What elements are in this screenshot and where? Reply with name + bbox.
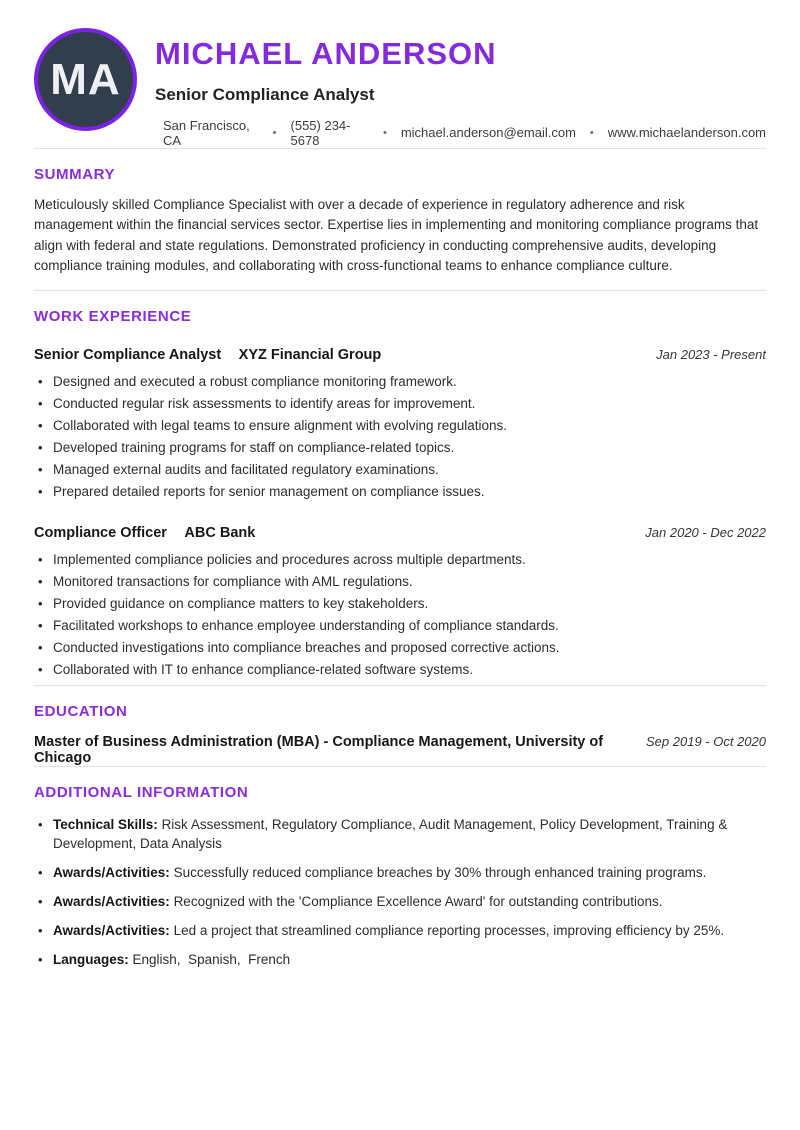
info-item	[34, 921, 760, 940]
job-bullet: • Conducted regular risk assessments to identify areas for improvement.	[34, 397, 766, 411]
job-bullet: • Implemented compliance policies and procedures across multiple departments.	[34, 553, 766, 567]
resume-header	[34, 28, 766, 148]
education-section	[34, 703, 766, 766]
info-item-label: Awards/Activities:	[53, 893, 170, 909]
job-bullet: • Prepared detailed reports for senior management on compliance issues.	[34, 485, 766, 499]
job-header	[34, 524, 766, 542]
person-name: MICHAEL ANDERSON	[155, 36, 497, 71]
contact-location: San Francisco, CA	[163, 117, 250, 148]
job-bullet: • Provided guidance on compliance matters to key stakeholders.	[34, 597, 766, 611]
job-dates: Jan 2023 - Present	[656, 347, 766, 363]
job-entry	[34, 524, 766, 677]
summary-section	[34, 166, 766, 277]
job-bullet: • Collaborated with IT to enhance compliance-related software systems.	[34, 663, 766, 677]
job-header	[34, 346, 766, 364]
info-item	[34, 863, 760, 882]
education-heading: EDUCATION	[34, 702, 128, 720]
separator-dot: •	[272, 126, 277, 139]
info-item	[34, 815, 760, 853]
additional-information-heading: ADDITIONAL INFORMATION	[34, 783, 249, 801]
job-company: XYZ Financial Group	[238, 347, 382, 364]
job-title: Senior Compliance Analyst	[34, 347, 222, 364]
additional-info-list	[34, 815, 766, 969]
job-title-row	[34, 524, 255, 542]
info-item-label: Technical Skills:	[53, 816, 158, 832]
job-bullet: • Facilitated workshops to enhance employee understanding of compliance standards.	[34, 619, 766, 633]
job-company: ABC Bank	[184, 524, 256, 541]
section-divider	[34, 148, 766, 149]
job-bullet-list	[34, 375, 766, 499]
avatar	[34, 28, 137, 131]
job-bullet: • Designed and executed a robust compliance monitoring framework.	[34, 375, 766, 389]
job-bullet: • Conducted investigations into compliance breaches and proposed corrective actions.	[34, 641, 766, 655]
contact-phone: (555) 234-5678	[290, 117, 351, 148]
info-item	[34, 950, 760, 969]
info-item-text: Led a project that streamlined compliance reporting processes, improving efficiency by 25%.	[173, 922, 725, 938]
info-item-label: Awards/Activities:	[53, 864, 170, 880]
summary-text: Meticulously skilled Compliance Specialist with over a decade of experience in regulatory adherence and risk management within the financial services sector. Expertise lies in implementing and monitoring compliance programs that align with federal and state regulations. Demonstrated proficiency in conducting comprehensive audits, developing compliance training modules, and collaborating with cross-functional teams to enhance compliance culture.	[34, 196, 759, 274]
info-item-text: Recognized with the 'Compliance Excellence Award' for outstanding contributions.	[173, 893, 663, 909]
job-dates: Jan 2020 - Dec 2022	[645, 524, 766, 540]
section-divider	[34, 685, 766, 686]
separator-dot: •	[382, 126, 387, 139]
job-bullet-list	[34, 553, 766, 677]
avatar-initials: MA	[50, 54, 121, 104]
info-item	[34, 892, 760, 911]
contact-website: www.michaelanderson.com	[607, 125, 766, 141]
contact-row	[155, 118, 766, 148]
education-dates: Sep 2019 - Oct 2020	[646, 733, 766, 749]
job-title-row	[34, 346, 381, 364]
section-divider	[34, 766, 766, 767]
work-experience-section	[34, 308, 766, 676]
job-bullet: • Developed training programs for staff on compliance-related topics.	[34, 441, 766, 455]
section-divider	[34, 290, 766, 291]
info-item-label: Awards/Activities:	[53, 922, 170, 938]
job-bullet: • Monitored transactions for compliance with AML regulations.	[34, 575, 766, 589]
work-experience-heading: WORK EXPERIENCE	[34, 308, 192, 326]
contact-email: michael.anderson@email.com	[400, 125, 576, 141]
person-job-title: Senior Compliance Analyst	[155, 84, 375, 104]
education-degree: Master of Business Administration (MBA) - Compliance Management, University of Chicago	[34, 733, 604, 766]
job-bullet: • Collaborated with legal teams to ensure alignment with evolving regulations.	[34, 419, 766, 433]
info-item-text: Risk Assessment, Regulatory Compliance, Audit Management, Policy Development, Training & Development, Data Analysis	[53, 816, 732, 851]
summary-heading: SUMMARY	[34, 165, 116, 183]
info-item-text: Successfully reduced compliance breaches by 30% through enhanced training programs.	[173, 864, 707, 880]
info-item-text: English, Spanish, French	[132, 951, 291, 967]
info-item-label: Languages:	[53, 951, 129, 967]
additional-information-section	[34, 784, 766, 969]
job-entry	[34, 346, 766, 499]
education-entry	[34, 734, 766, 766]
separator-dot: •	[589, 126, 594, 139]
job-title: Compliance Officer	[34, 524, 167, 541]
header-text	[155, 28, 766, 148]
job-bullet: • Managed external audits and facilitated regulatory examinations.	[34, 463, 766, 477]
